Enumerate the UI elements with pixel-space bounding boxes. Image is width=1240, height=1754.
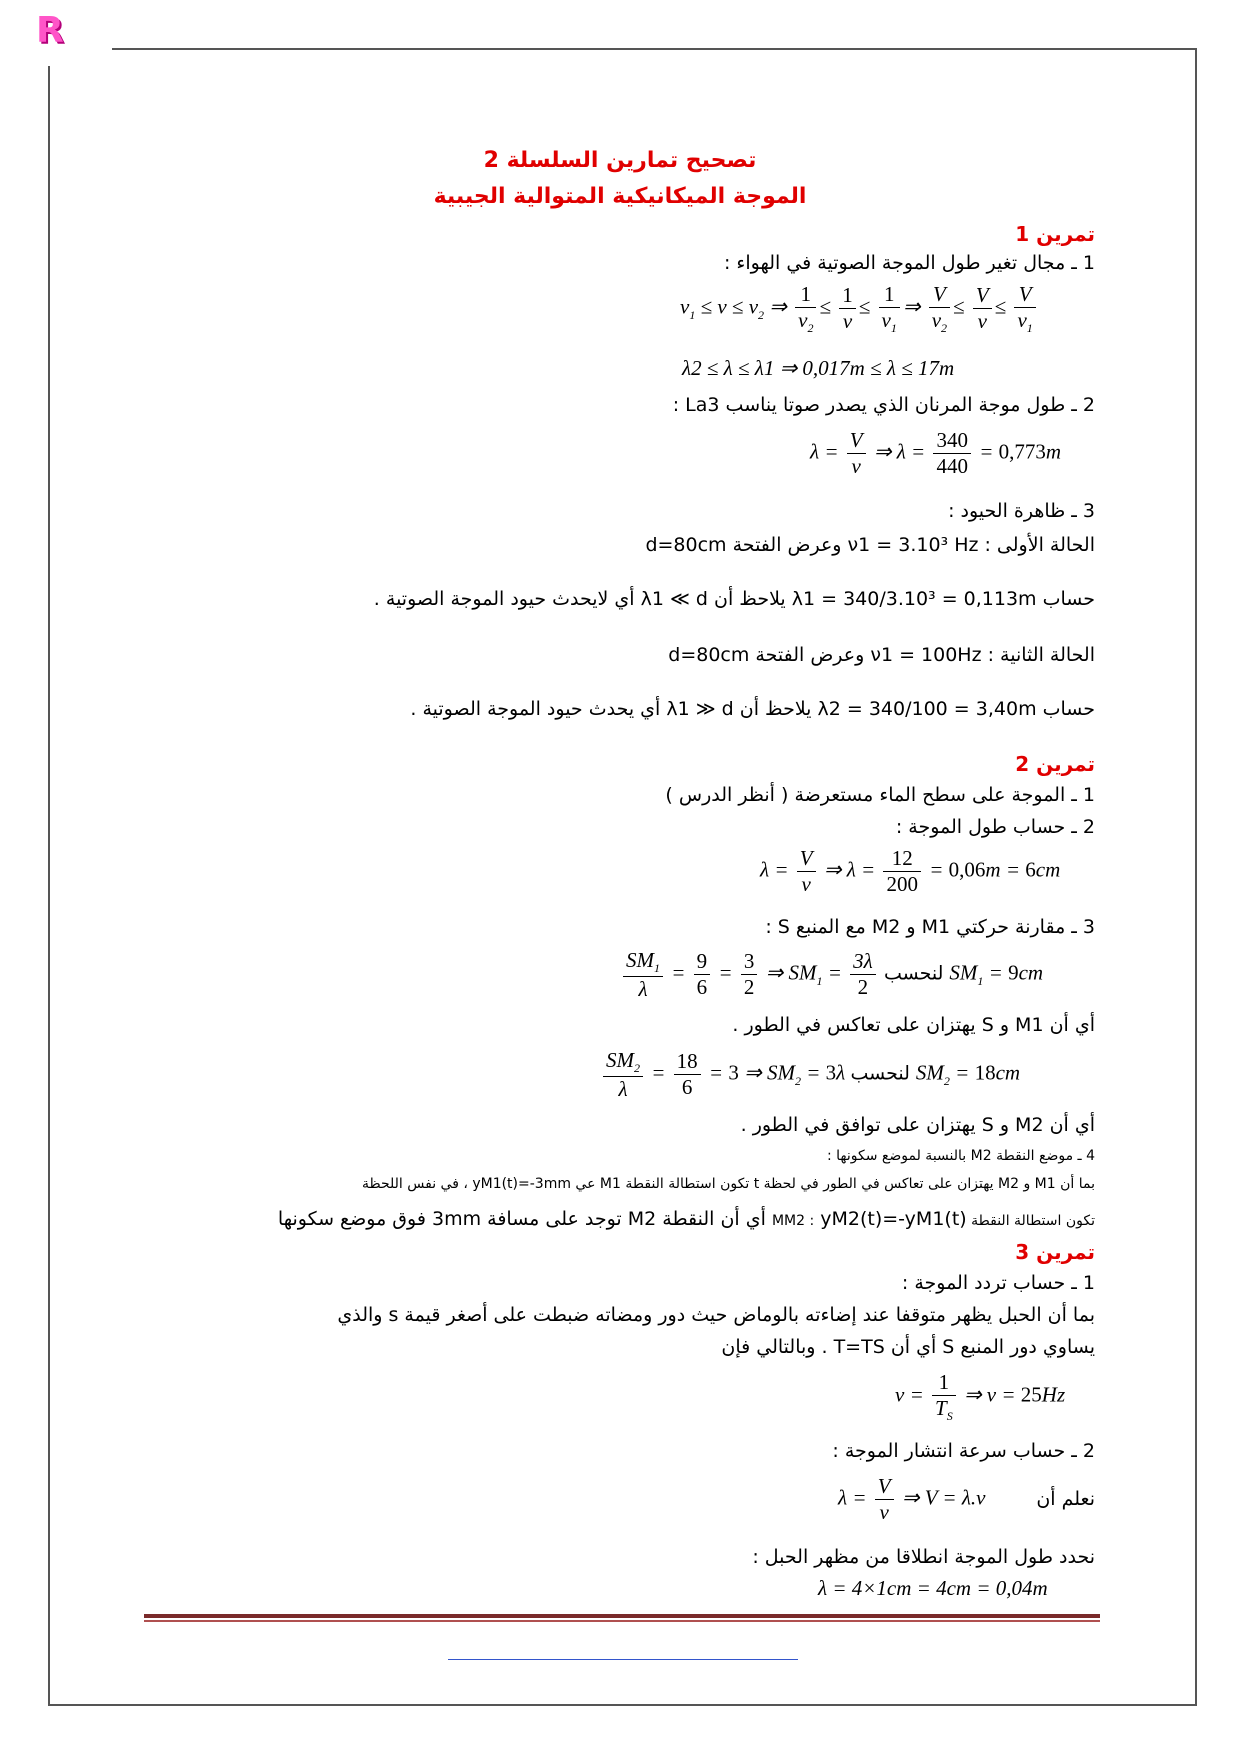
frame-right-border [1195,48,1197,1706]
ex1-case1-calc: حساب λ1 = 340/3.10³ = 0,113m يلاحظ أن λ1 ≪ d أي لايحدث حيود الموجة الصوتية . [373,588,1095,610]
ex3-eq1: ν = $\frac{1}{T_S}$ ⇒ ν = 25Hz [895,1370,1066,1424]
ex2-eq2: $\frac{SM_1}{\lambda}$ = $\frac{9}{6}$ = $\frac{3}{2}$ ⇒ $SM_1$ = $\frac{3\lambda}{2}$ لنحسب $SM_1 = 9cm$ [620,948,1043,1002]
frame-left-border [48,66,50,1706]
ex2-eq1: λ = $\frac{V}{\nu}$ ⇒ λ = $\frac{12}{200}$ = 0,06m = 6cm [760,846,1061,897]
ex1-eq2: λ2 ≤ λ ≤ λ1 ⇒ 0,017m ≤ λ ≤ 17m [682,356,955,380]
ex2-q1: 1 ـ الموجة على سطح الماء مستعرضة ( أنظر الدرس ) [665,784,1095,806]
ex2-q4-l2a: تكون استطالة النقطة MM2 : [771,1213,1095,1229]
ex2-r2: أي أن M2 و S يهتزان على توافق في الطور . [740,1114,1095,1136]
ex3-know: نعلم أن [1036,1488,1095,1510]
ex1-eq3: λ = $\frac{V}{\nu}$ ⇒ λ = $\frac{340}{440}$ = 0,773m [810,428,1062,479]
ex2-eq3: $\frac{SM_2}{\lambda}$ = $\frac{18}{6}$ = 3 ⇒ $SM_2 = 3\lambda$ لنحسب $SM_2 = 18cm$ [600,1048,1020,1102]
ex1-case1: الحالة الأولى : ν1 = 3.10³ Hz وعرض الفتحة d=80cm [645,534,1095,556]
ex2-q3: 3 ـ مقارنة حركتي M1 و M2 مع المنبع S : [765,916,1095,938]
ex1-q2: 2 ـ طول موجة المرنان الذي يصدر صوتا يناسب La3 : [672,394,1095,416]
ex3-p1: بما أن الحبل يظهر متوقفا عند إضاءته بالوماض حيث دور ومضاته ضبطت على أصغر قيمة s والذي [337,1304,1095,1326]
ex1-case2-calc: حساب λ2 = 340/100 = 3,40m يلاحظ أن λ1 ≫ d أي يحدث حيود الموجة الصوتية . [410,698,1095,720]
ex2-q4-l2b: yM2(t)=-yM1(t) أي أن النقطة M2 توجد على مسافة 3mm فوق موضع سكونها [277,1208,967,1230]
ex3-eq2: λ = $\frac{V}{\nu}$ ⇒ V = λ.ν [838,1474,986,1525]
footer-rule [144,1614,1100,1618]
ex3-eq3: λ = 4×1cm = 4cm = 0,04m [818,1576,1048,1600]
page-title: تصحيح تمارين السلسلة 2 [483,148,757,173]
frame-top-border [112,48,1197,50]
ex1-title: تمرين 1 [1015,222,1095,246]
ex1-eq1: $\nu_1 \le \nu \le \nu_2$ ⇒ $\frac{1}{\nu_2}$ ≤ $\frac{1}{\nu}$ ≤ $\frac{1}{\nu_1}$ ⇒ $\frac{V}{\nu_2}$ ≤ $\frac{V}{\nu}$ ≤ $\frac{V}{\nu_1}$ [680,282,1039,336]
ex2-r1: أي أن M1 و S يهتزان على تعاكس في الطور . [732,1014,1095,1036]
page-subtitle: الموجة الميكانيكية المتوالية الجيبية [433,184,807,209]
ex1-q3: 3 ـ ظاهرة الحيود : [948,500,1095,522]
ex2-q4-l1: بما أن M1 و M2 يهتزان على تعاكس في الطور في لحظة t تكون استطالة النقطة M1 عي yM1(t)=-3mm ، في نفس اللحظة [362,1176,1095,1192]
ex1-case2: الحالة الثانية : ν1 = 100Hz وعرض الفتحة d=80cm [668,644,1095,666]
ex2-q4-l2 [278,1208,1095,1230]
ex3-q2: 2 ـ حساب سرعة انتشار الموجة : [832,1440,1095,1462]
ex1-q1: 1 ـ مجال تغير طول الموجة الصوتية في الهواء : [723,252,1095,274]
footer-rule-thin [144,1620,1100,1622]
logo: R [36,10,64,51]
ex2-title: تمرين 2 [1015,752,1095,776]
ex3-q1: 1 ـ حساب تردد الموجة : [901,1272,1095,1294]
frame-bottom-border [48,1704,1197,1706]
ex2-q4: 4 ـ موضع النقطة M2 بالنسبة لموضع سكونها : [827,1148,1095,1164]
footer-link-underline[interactable] [448,1659,798,1660]
ex3-title: تمرين 3 [1015,1240,1095,1264]
ex3-p2: يساوي دور المنبع S أي أن T=TS . وبالتالي فإن [721,1336,1095,1358]
ex3-q3: نحدد طول الموجة انطلاقا من مظهر الحبل : [752,1546,1095,1568]
ex2-q2: 2 ـ حساب طول الموجة : [895,816,1095,838]
